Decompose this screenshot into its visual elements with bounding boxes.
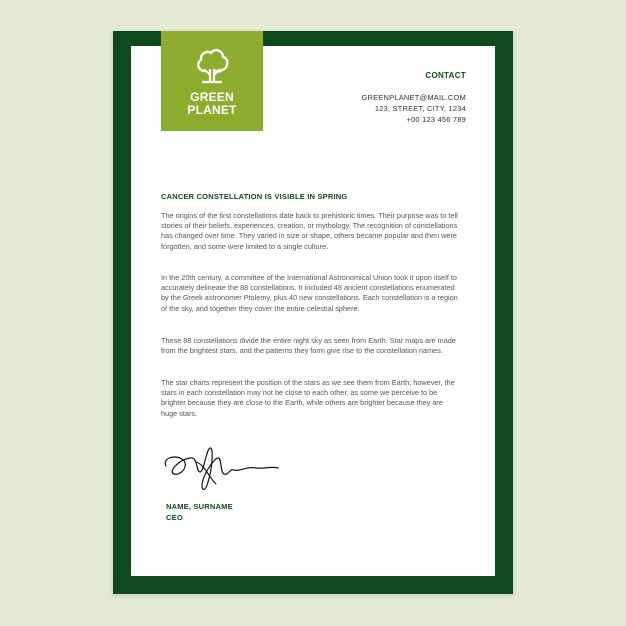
letter-paragraph: The star charts represent the position of the stars as we see them from Earth; however, the stars in each constellation may not be close to each other, as some we perceive to be brighter because they are close to the Earth, while others are brighter because they are huge stars. <box>161 378 455 418</box>
brand-logo <box>161 31 263 131</box>
contact-address: 123, STREET, CITY, 1234 <box>374 104 466 113</box>
contact-heading: CONTACT <box>425 71 466 80</box>
brand-name-line1: GREEN <box>190 90 234 104</box>
letter-paragraph: In the 20th century, a committee of the International Astronomical Union took it upon itself to accurately delineate the 88 constellations. It included 48 ancient constellations enumerated by the Greek astronomer Ptolemy, plus 40 new constellations. Each constellation is a region of the sky, and together they cover the entire celestial sphere. <box>161 273 458 313</box>
signatory-name: NAME, SURNAME <box>166 502 233 511</box>
brand-name-line2: PLANET <box>187 103 237 117</box>
letter-heading: CANCER CONSTELLATION IS VISIBLE IN SPRING <box>161 192 348 201</box>
signature-mark <box>160 442 285 497</box>
tree-icon <box>193 46 231 86</box>
contact-phone: +00 123 456 789 <box>406 115 466 124</box>
signatory-role: CEO <box>166 513 183 522</box>
contact-email: GREENPLANET@MAIL.COM <box>361 93 466 102</box>
letter-paragraph: The origins of the first constellations date back to prehistoric times. Their purpose was to tell stories of their beliefs, experiences, creation, or mythology. The recognition of constellations has changed over time. They varied in size or shape, others became popular and then were forgotten, and some were limited to a single culture. <box>161 211 458 251</box>
letter-paragraph: These 88 constellations divide the entire night sky as seen from Earth. Star maps are made from the brightest stars, and the patterns they form give rise to the constellation names. <box>161 336 456 356</box>
